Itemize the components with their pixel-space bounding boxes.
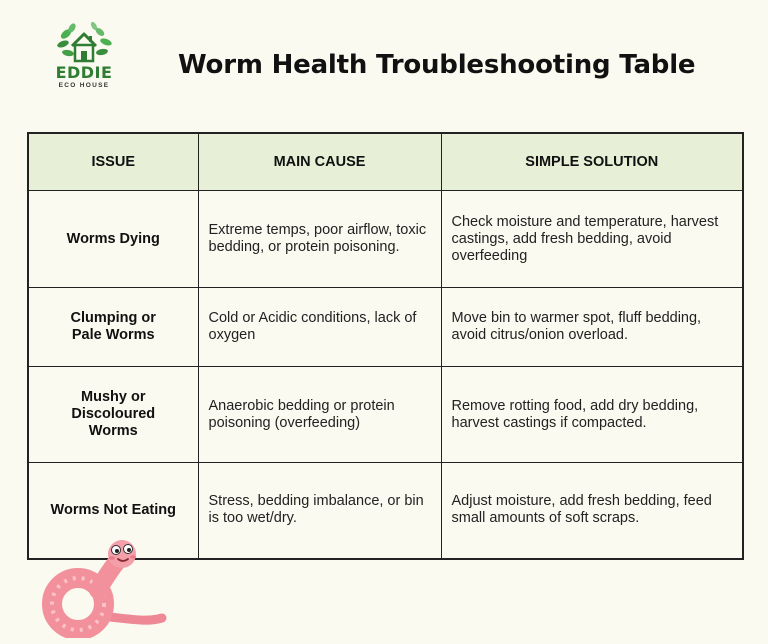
solution-cell: Remove rotting food, add dry bedding, harvest castings if compacted. — [441, 367, 743, 463]
cartoon-worm-icon — [40, 538, 170, 638]
issue-cell: Clumping or Pale Worms — [28, 288, 198, 367]
brand-logo — [48, 20, 120, 92]
issue-cell: Mushy or Discoloured Worms — [28, 367, 198, 463]
solution-cell: Move bin to warmer spot, fluff bedding, avoid citrus/onion overload. — [441, 288, 743, 367]
solution-cell: Check moisture and temperature, harvest castings, add fresh bedding, avoid overfeeding — [441, 191, 743, 288]
issue-cell: Worms Dying — [28, 191, 198, 288]
column-header-issue: ISSUE — [28, 133, 198, 191]
table-row — [28, 288, 743, 367]
logo-name: EDDIE — [55, 63, 113, 82]
cause-cell: Extreme temps, poor airflow, toxic bedding, or protein poisoning. — [198, 191, 441, 288]
cause-cell: Anaerobic bedding or protein poisoning (overfeeding) — [198, 367, 441, 463]
page-title: Worm Health Troubleshooting Table — [178, 50, 696, 80]
table-row — [28, 191, 743, 288]
logo-subtitle: ECO HOUSE — [58, 82, 110, 89]
issue-cell: Worms Not Eating — [28, 463, 198, 559]
cause-cell: Cold or Acidic conditions, lack of oxygen — [198, 288, 441, 367]
troubleshooting-table — [27, 132, 744, 560]
table-row — [28, 367, 743, 463]
cause-cell: Stress, bedding imbalance, or bin is too wet/dry. — [198, 463, 441, 559]
house-leaf-logo-icon — [54, 20, 114, 66]
solution-cell: Adjust moisture, add fresh bedding, feed small amounts of soft scraps. — [441, 463, 743, 559]
column-header-simple-solution: SIMPLE SOLUTION — [441, 133, 743, 191]
table-header-row — [28, 133, 743, 191]
column-header-main-cause: MAIN CAUSE — [198, 133, 441, 191]
